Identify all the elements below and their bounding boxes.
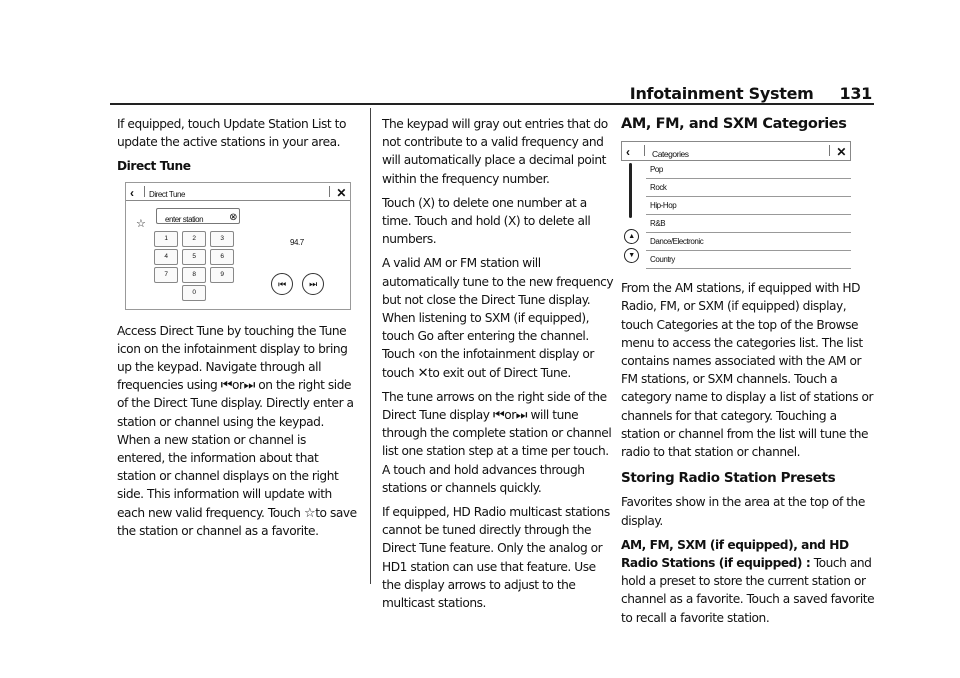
seek-back-icon: ⏮ [271, 273, 293, 295]
valid-station-paragraph [382, 254, 614, 381]
store-preset-label: AM, FM, SXM (if equipped), and HD Radio Stations (if equipped) : [621, 537, 849, 571]
key-2: 2 [182, 231, 206, 247]
figure-title-bar [621, 141, 851, 161]
figure-title-bar [126, 183, 350, 201]
close-x-icon: ✕ [336, 185, 346, 200]
seek-forward-icon: ⏭ [243, 378, 255, 394]
text: to exit out of Direct Tune. [428, 365, 571, 380]
category-item: Country [646, 251, 851, 269]
category-item: R&B [646, 215, 851, 233]
categories-heading: AM, FM, and SXM Categories [621, 116, 847, 132]
station-entry-field [156, 208, 240, 224]
back-chevron-icon: ‹ [626, 145, 630, 160]
key-4: 4 [154, 249, 178, 265]
page-header [630, 84, 872, 103]
page-number: 131 [839, 84, 872, 103]
column-2 [382, 115, 614, 618]
key-1: 1 [154, 231, 178, 247]
text: on the right side of the Direct Tune display. Directly enter a station or channel using the keypad. When a new station or channel is entered, the information about that station or channel displays on the right side. This information will update with each new valid frequency. Touch [117, 378, 354, 520]
text: A valid AM or FM station will automatically tune to the new frequency but not close the Direct Tune display. When listening to SXM (if equipped), touch Go after entering the channel. Touch [382, 256, 614, 362]
text: or [232, 378, 244, 393]
header-rule [110, 103, 874, 105]
section-title: Infotainment System [629, 84, 814, 103]
category-item: Pop [646, 161, 851, 179]
keypad-gray-paragraph: The keypad will gray out entries that do not contribute to a valid frequency and will automatically place a decimal point within the frequency number. [382, 117, 608, 186]
store-preset-paragraph [621, 536, 877, 627]
categories-figure [621, 141, 851, 267]
category-item: Dance/Electronic [646, 233, 851, 251]
text: The tune arrows on the right side of the Direct Tune display [382, 389, 607, 423]
seek-back-icon: ⏮ [220, 378, 232, 394]
text: Access Direct Tune by touching the Tune icon on the infotainment display to bring up the keypad. Navigate through all frequencies using [117, 323, 348, 393]
delete-icon: ⊗ [229, 211, 237, 223]
close-x-icon: ✕ [417, 365, 429, 381]
frequency-readout: 94.7 [290, 237, 304, 247]
divider [144, 186, 145, 197]
key-0: 0 [182, 285, 206, 301]
star-icon: ☆ [136, 217, 146, 230]
category-item: Hip-Hop [646, 197, 851, 215]
categories-paragraph: From the AM stations, if equipped with HD Radio, FM, or SXM (if equipped) display, touch Categories at the top of the Browse menu to access the categories list. The list contains names associated with the AM or FM stations, or SXM channels. Touch a category name to display a list of stations or channels for that category. Touching a station or channel from the list will tune the radio to that station or channel. [621, 281, 874, 460]
star-icon: ☆ [304, 505, 316, 521]
direct-tune-figure [125, 182, 351, 310]
text: Touch and hold a preset to store the current station or channel as a favorite. Touch a saved favorite to recall a favorite station. [621, 556, 875, 625]
back-chevron-icon: ‹ [418, 347, 423, 363]
column-1 [117, 115, 357, 546]
seek-forward-icon: ⏭ [302, 273, 324, 295]
column-3 [621, 115, 877, 633]
key-7: 7 [154, 267, 178, 283]
column-divider [370, 108, 371, 584]
favorites-paragraph: Favorites show in the area at the top of the display. [621, 495, 865, 528]
seek-back-icon: ⏮ [492, 408, 505, 424]
figure-title: Direct Tune [149, 189, 185, 199]
entry-label: enter station [165, 214, 204, 224]
divider [829, 145, 830, 156]
text: will tune through the complete station or channel list one station step at a time per touch. A touch and hold advances through stations or channels quickly. [382, 408, 612, 495]
delete-paragraph: Touch (X) to delete one number at a time. Touch and hold (X) to delete all numbers. [382, 195, 591, 247]
access-direct-tune-paragraph [117, 322, 357, 540]
scroll-down-icon: ▼ [624, 248, 639, 263]
key-6: 6 [210, 249, 234, 265]
text: to save the station or channel as a favorite. [117, 505, 357, 538]
back-chevron-icon: ‹ [130, 185, 134, 200]
key-5: 5 [182, 249, 206, 265]
divider [329, 186, 330, 197]
key-3: 3 [210, 231, 234, 247]
seek-forward-icon: ⏭ [515, 408, 528, 424]
scroll-track [629, 163, 632, 218]
figure-title: Categories [652, 149, 689, 160]
text: on the infotainment display or touch [382, 347, 594, 380]
presets-heading: Storing Radio Station Presets [621, 470, 836, 487]
direct-tune-heading: Direct Tune [117, 159, 191, 174]
hd-radio-paragraph: If equipped, HD Radio multicast stations cannot be tuned directly through the Direct Tune feature. Only the analog or HD1 station can use that feature. Use the display arrows to adjust to the multicast stations. [382, 505, 610, 611]
divider [644, 145, 645, 156]
update-station-paragraph: If equipped, touch Update Station List to update the active stations in your area. [117, 117, 346, 150]
scroll-up-icon: ▲ [624, 229, 639, 244]
key-9: 9 [210, 267, 234, 283]
close-x-icon: ✕ [836, 145, 846, 160]
text: or [504, 408, 516, 423]
key-8: 8 [182, 267, 206, 283]
category-item: Rock [646, 179, 851, 197]
tune-arrows-paragraph [382, 388, 614, 497]
